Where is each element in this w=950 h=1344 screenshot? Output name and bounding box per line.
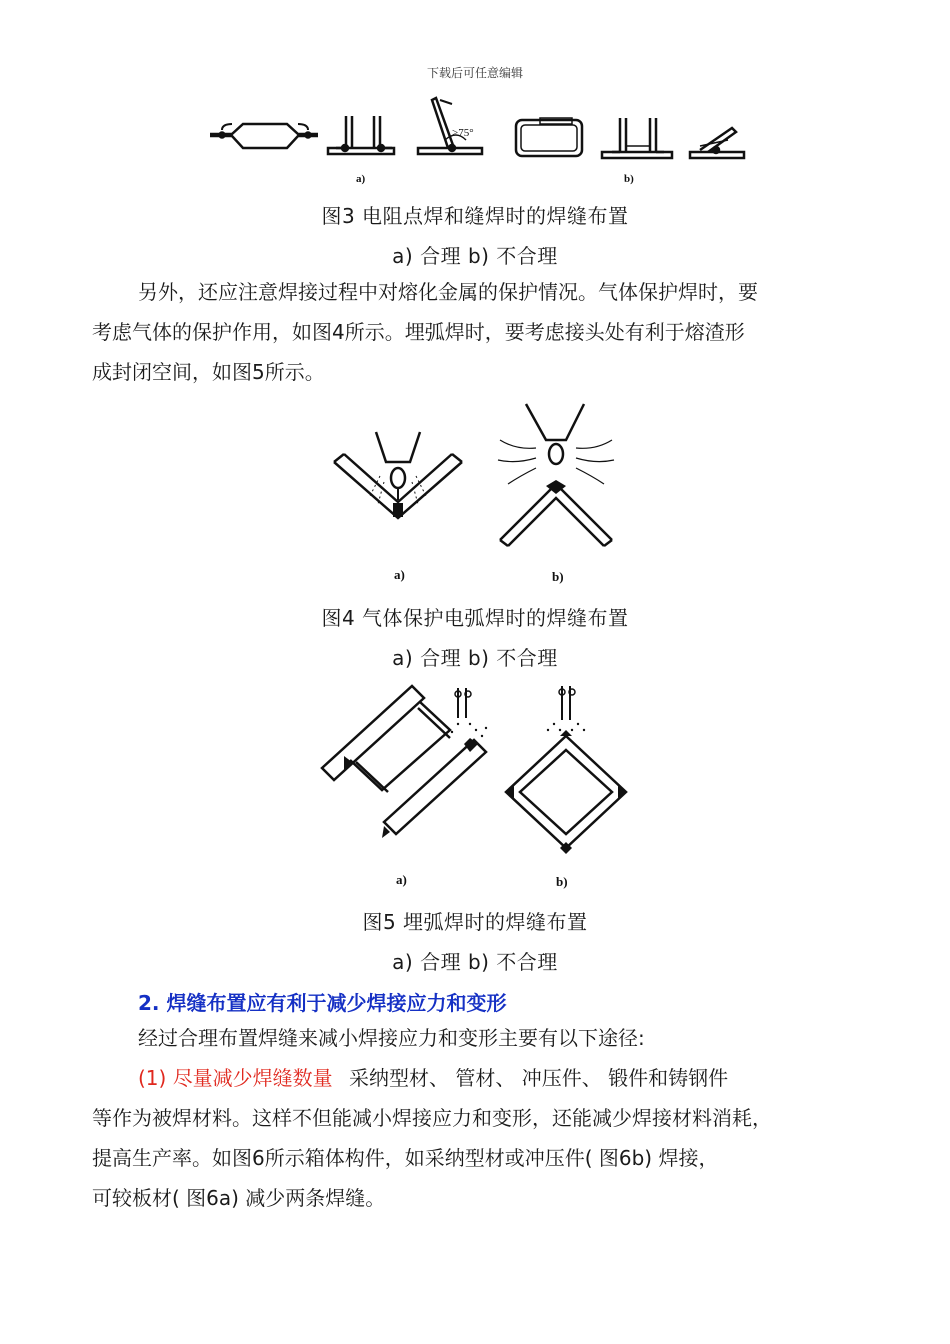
section-2-heading: 2. 焊缝布置应有利于减少焊接应力和变形 [138,991,507,1015]
item-1-first-line: 采纳型材、 管材、 冲压件、 锻件和铸钢件 [349,1066,729,1090]
section-2-intro: 经过合理布置焊缝来减小焊接应力和变形主要有以下途径: [138,1026,645,1050]
fig5-b-box-outer [506,736,626,848]
figure-4-subcaption: a) 合理 b) 不合理 [392,646,558,670]
figure-3-caption: 图3 电阻点焊和缝焊时的焊缝布置 [321,204,629,228]
paragraph-line: 考虑气体的保护作用，如图4所示。埋弧焊时，要考虑接头处有利于熔渣形 [92,320,745,344]
fig5-label-b: b) [556,874,568,889]
fig3-label-a: a) [356,173,366,185]
fig4-label-b: b) [552,569,564,584]
figure-3-subcaption: a) 合理 b) 不合理 [392,244,558,268]
fig5-label-a: a) [396,872,407,887]
fig4-label-a: a) [394,567,405,582]
item-1-title: (1) 尽量减少焊缝数量 [138,1066,333,1090]
paragraph-line: 成封闭空间，如图5所示。 [92,360,325,384]
figure-5-subcaption: a) 合理 b) 不合理 [392,950,558,974]
section-2-item-1 [92,1058,872,1098]
fig5-b-box-inner [520,750,612,834]
item-1-line: 提高生产率。如图6所示箱体构件，如采纳型材或冲压件( 图6b) 焊接， [92,1146,719,1170]
item-1-line: 可较板材( 图6a) 减少两条焊缝。 [92,1186,386,1210]
fig3-angle-label: >75° [452,127,474,139]
paragraph-line: 另外，还应注意焊接过程中对熔化金属的保护情况。气体保护焊时，要 [138,280,758,304]
fig5-a-flange-bottom [384,740,486,834]
fig3-label-b: b) [624,173,634,185]
figure-5-caption: 图5 埋弧焊时的焊缝布置 [362,910,588,934]
section-2-body [92,1018,872,1218]
figure-4-caption: 图4 气体保护电弧焊时的焊缝布置 [321,606,629,630]
item-1-line: 等作为被焊材料。这样不但能减小焊接应力和变形，还能减少焊接材料消耗， [92,1106,772,1130]
page-header: 下载后可任意编辑 [426,66,523,80]
